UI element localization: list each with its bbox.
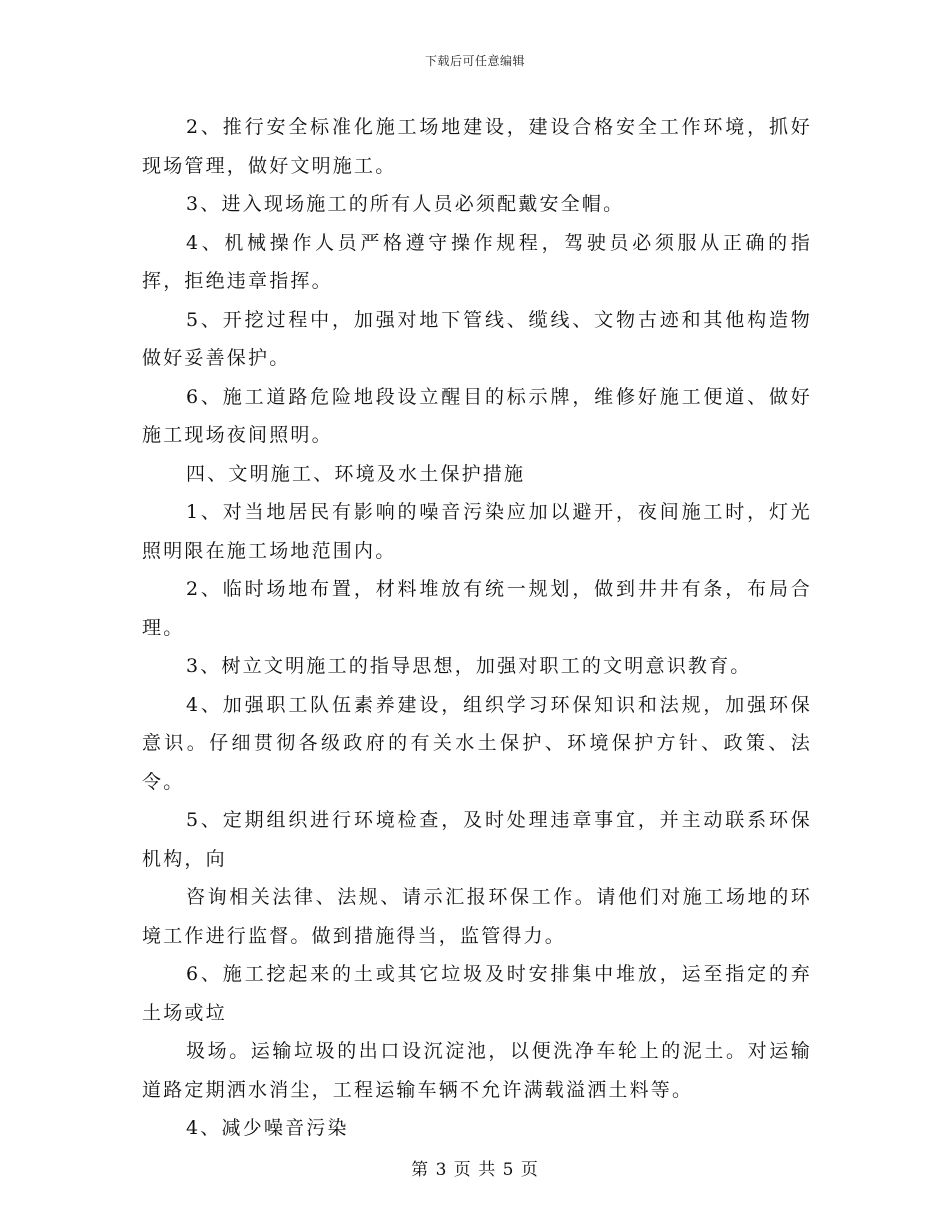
paragraph: 4、机械操作人员严格遵守操作规程，驾驶员必须服从正确的指挥，拒绝违章指挥。 — [142, 231, 812, 292]
paragraph: 5、开挖过程中，加强对地下管线、缆线、文物古迹和其他构造物做好妥善保护。 — [142, 308, 812, 369]
paragraph: 6、施工道路危险地段设立醒目的标示牌，维修好施工便道、做好施工现场夜间照明。 — [142, 385, 812, 446]
page-number-footer: 第 3 页 共 5 页 — [411, 1160, 539, 1180]
paragraph: 4、加强职工队伍素养建设，组织学习环保知识和法规，加强环保意识。仔细贯彻各级政府的有关水土保护、环境保护方针、政策、法令。 — [142, 693, 812, 793]
document-body — [142, 108, 812, 1148]
paragraph: 2、推行安全标准化施工场地建设，建设合格安全工作环境，抓好现场管理，做好文明施工。 — [142, 116, 812, 177]
paragraph: 4、减少噪音污染 — [186, 1117, 349, 1139]
paragraph: 3、进入现场施工的所有人员必须配戴安全帽。 — [186, 193, 625, 215]
paragraph: 圾场。运输垃圾的出口设沉淀池，以便洗净车轮上的泥土。对运输道路定期洒水消尘，工程运输车辆不允许满载溢洒土料等。 — [142, 1040, 812, 1101]
paragraph: 3、树立文明施工的指导思想，加强对职工的文明意识教育。 — [186, 655, 752, 677]
paragraph: 咨询相关法律、法规、请示汇报环保工作。请他们对施工场地的环境工作进行监督。做到措施得当，监管得力。 — [142, 886, 812, 947]
paragraph: 2、临时场地布置，材料堆放有统一规划，做到井井有条，布局合理。 — [142, 578, 812, 639]
paragraph: 6、施工挖起来的土或其它垃圾及时安排集中堆放，运至指定的弃土场或垃 — [142, 963, 812, 1024]
paragraph: 5、定期组织进行环境检查，及时处理违章事宜，并主动联系环保机构，向 — [142, 809, 812, 870]
section-heading: 四、文明施工、环境及水土保护措施 — [186, 462, 526, 485]
page-header: 下载后可任意编辑 — [424, 54, 525, 68]
paragraph: 1、对当地居民有影响的噪音污染应加以避开，夜间施工时，灯光照明限在施工场地范围内。 — [142, 501, 812, 562]
